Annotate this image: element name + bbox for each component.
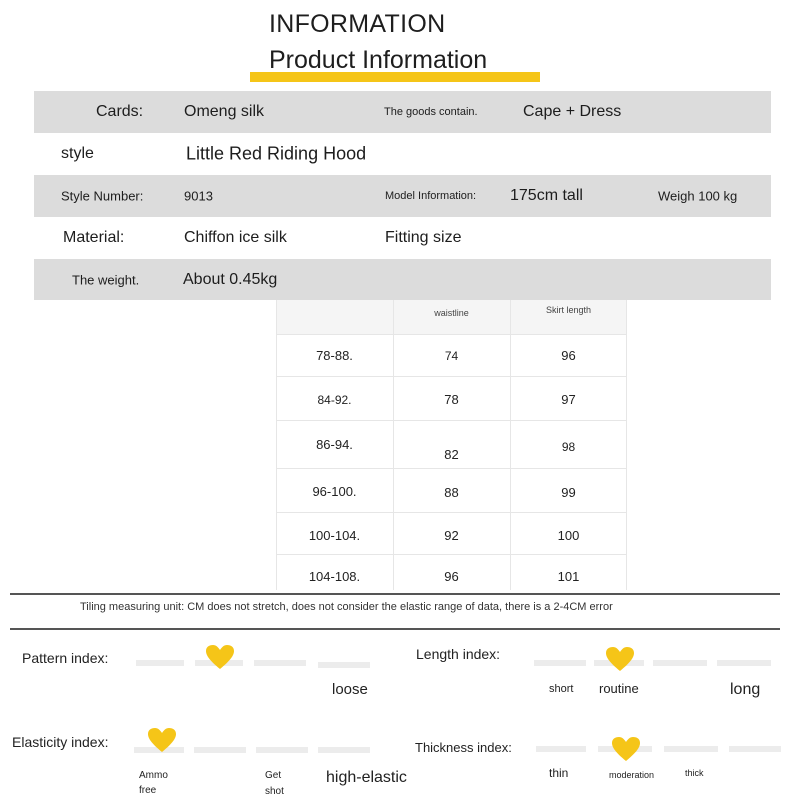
scale-segment [717, 660, 771, 666]
table-cell: 78 [444, 392, 459, 407]
length-scale-long: long [730, 681, 761, 698]
heart-icon [205, 644, 235, 670]
thickness-scale-thick: thick [685, 768, 704, 778]
table-cell: 100 [557, 528, 580, 543]
scale-segment [729, 746, 781, 752]
size-table [276, 300, 627, 590]
table-row-divider [276, 334, 627, 335]
scale-segment [254, 660, 306, 666]
material-label: Material: [63, 229, 125, 246]
length-scale-short: short [549, 683, 574, 695]
table-cell: 82 [444, 447, 459, 462]
cards-label: Cards: [96, 103, 144, 120]
table-cell: 100-104. [308, 528, 361, 543]
table-cell: 86-94. [316, 437, 353, 452]
style-label: style [61, 145, 94, 162]
table-cell: 84-92. [317, 393, 352, 407]
table-row-divider [276, 376, 627, 377]
table-cell: 97 [561, 392, 576, 407]
length-index-label: Length index: [416, 646, 501, 662]
table-cell: 88 [444, 485, 459, 500]
table-row-divider [276, 512, 627, 513]
table-col-divider [393, 300, 394, 590]
scale-segment [318, 747, 370, 753]
thickness-index-label: Thickness index: [415, 740, 512, 755]
table-row-divider [276, 554, 627, 555]
table-header-skirt-length: Skirt length [545, 305, 592, 315]
contain-value: Cape + Dress [523, 103, 622, 120]
divider-line [10, 593, 780, 595]
table-cell: 78-88. [316, 348, 353, 363]
elasticity-scale-get-shot: Get shot [265, 770, 284, 797]
weigh-value: Weigh 100 kg [658, 188, 738, 204]
thickness-scale-thin: thin [549, 766, 569, 780]
model-value: 175cm tall [510, 187, 583, 204]
table-cell: 96 [561, 348, 576, 363]
heart-icon [147, 727, 177, 753]
table-cell: 92 [444, 528, 459, 543]
scale-segment [534, 660, 586, 666]
scale-segment [664, 746, 718, 752]
style-number-label: Style Number: [61, 188, 144, 204]
info-row-style-number [34, 175, 771, 217]
elasticity-scale-high-elastic: high-elastic [326, 769, 407, 786]
weight-label: The weight. [72, 272, 140, 287]
scale-segment [536, 746, 586, 752]
scale-segment [194, 747, 246, 753]
scale-segment [136, 660, 184, 666]
model-label: Model Information: [385, 190, 477, 202]
fitting-size-label: Fitting size [385, 229, 462, 246]
table-cell: 98 [561, 440, 576, 454]
table-row-divider [276, 468, 627, 469]
cards-value: Omeng silk [184, 103, 265, 120]
scale-segment [318, 662, 370, 668]
table-cell: 96 [444, 569, 459, 584]
page-title: Product Information [269, 46, 488, 74]
info-row-weight [34, 259, 771, 300]
heart-icon [611, 736, 641, 762]
pattern-scale-label: loose [332, 681, 368, 698]
info-row-cards [34, 91, 771, 133]
table-cell: 99 [561, 485, 576, 500]
table-row-divider [276, 420, 627, 421]
style-value: Little Red Riding Hood [186, 143, 367, 164]
material-value: Chiffon ice silk [184, 229, 287, 246]
length-scale-routine: routine [599, 681, 639, 696]
style-number-value: 9013 [184, 188, 213, 204]
section-eyebrow: INFORMATION [269, 10, 446, 38]
table-cell: 74 [444, 349, 459, 363]
heart-icon [605, 646, 635, 672]
table-cell: 101 [557, 569, 580, 584]
table-header-waistline: waistline [434, 308, 469, 318]
scale-segment [256, 747, 308, 753]
elasticity-index-label: Elasticity index: [12, 734, 109, 750]
table-cell: 96-100. [312, 484, 357, 499]
info-row-material [34, 217, 771, 259]
measuring-note: Tiling measuring unit: CM does not stretch, does not consider the elastic range of data, there is a 2-4CM error [80, 601, 613, 613]
weight-value: About 0.45kg [183, 270, 278, 288]
scale-segment [653, 660, 707, 666]
contain-label: The goods contain. [384, 106, 478, 118]
divider-line [10, 628, 780, 630]
pattern-index-label: Pattern index: [22, 650, 109, 666]
info-row-style [34, 133, 771, 175]
elasticity-scale-ammo-free: Ammo free [139, 770, 168, 796]
table-cell: 104-108. [308, 569, 361, 584]
thickness-scale-moderation: moderation [609, 770, 655, 780]
